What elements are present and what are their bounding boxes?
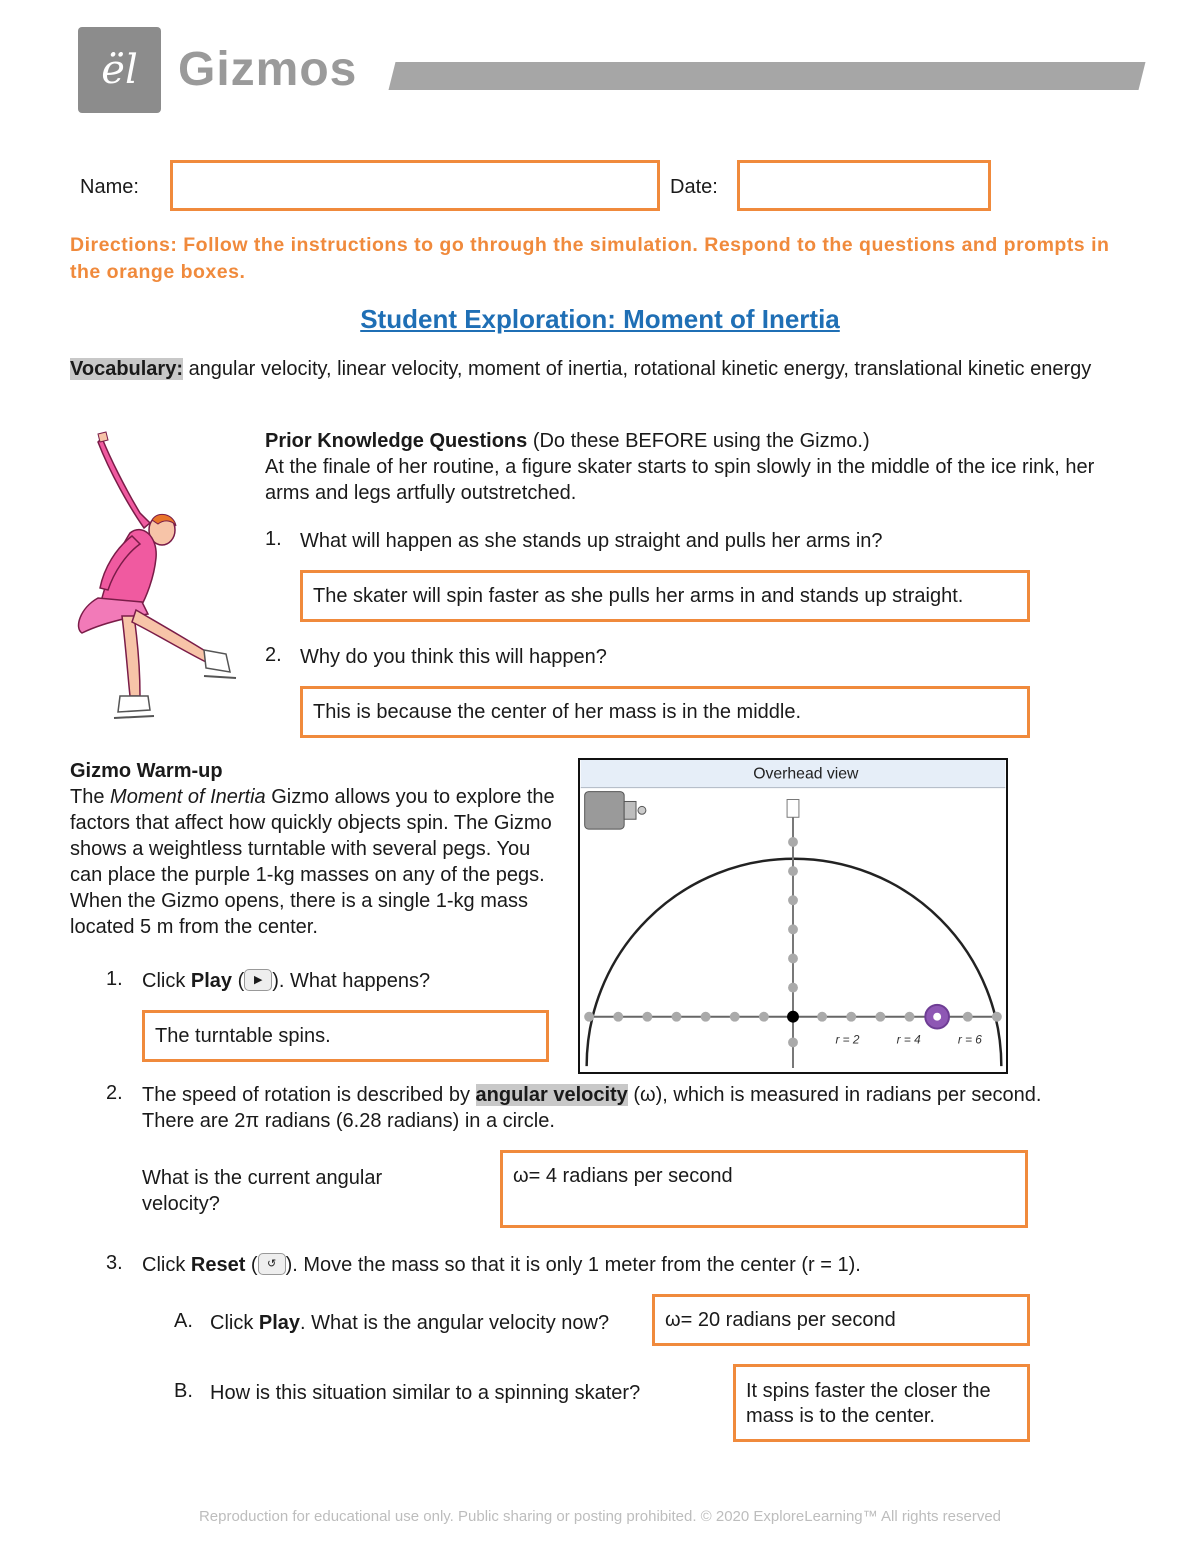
- center-pivot: [787, 1011, 799, 1023]
- peg: [613, 1012, 623, 1022]
- peg: [584, 1012, 594, 1022]
- warmup-qB-letter: B.: [174, 1380, 193, 1402]
- warmup-q2-subquestion: What is the current angular velocity?: [142, 1167, 383, 1215]
- peg: [875, 1012, 885, 1022]
- warmup-gizmo-name: Moment of Inertia: [110, 786, 266, 808]
- prior-knowledge-intro: [265, 428, 1135, 506]
- warmup-q3-number: 3.: [106, 1252, 123, 1274]
- warmup-q2-answer: ω= 4 radians per second: [513, 1165, 733, 1187]
- prior-knowledge-note: (Do these BEFORE using the Gizmo.): [532, 430, 870, 452]
- warmup-q1-answer: The turntable spins.: [155, 1025, 331, 1047]
- peg: [701, 1012, 711, 1022]
- warmup-intro-text: Gizmo allows you to explore the factors that affect how quickly objects spin. The Gizmo shows a weightless turntable with several pegs. You can place the purple 1-kg masses on any of the pegs. When the Gizmo opens, there is a single 1-kg mass located 5 m from the center.: [70, 786, 555, 938]
- date-field[interactable]: [737, 160, 991, 211]
- peg: [788, 954, 798, 964]
- q1-prefix: Click: [142, 970, 191, 992]
- peg: [817, 1012, 827, 1022]
- canister-valve: [638, 806, 646, 814]
- q2-line2: There are 2π radians (6.28 radians) in a circle.: [142, 1110, 555, 1132]
- warmup-q1-answer-box[interactable]: [142, 1010, 549, 1062]
- copyright-footer: Reproduction for educational use only. Public sharing or posting prohibited. © 2020 ExploreLearning™ All rights reserved: [198, 1508, 1002, 1525]
- warmup-intro-pre: The: [70, 786, 111, 808]
- peg: [788, 983, 798, 993]
- peg: [992, 1012, 1002, 1022]
- prior-q2-answer: This is because the center of her mass is in the middle.: [313, 701, 802, 723]
- peg: [963, 1012, 973, 1022]
- prior-q1-text: What will happen as she stands up straight and pulls her arms in?: [300, 530, 883, 552]
- prior-q1-answer-box[interactable]: [300, 570, 1030, 622]
- vocabulary-section: [70, 356, 1130, 382]
- r6-label: r = 6: [957, 1032, 982, 1047]
- q1-suffix: ). What happens?: [272, 970, 431, 992]
- warmup-qA-answer-box[interactable]: [652, 1294, 1030, 1346]
- header-bar: [389, 62, 1146, 90]
- brand-name: Gizmos: [178, 43, 358, 96]
- name-label: Name:: [80, 176, 139, 198]
- warmup-qB-answer: It spins faster the closer the mass is to the center.: [746, 1380, 991, 1427]
- peg: [905, 1012, 915, 1022]
- reset-label: Reset: [190, 1254, 246, 1276]
- peg: [788, 924, 798, 934]
- logo-glyph: ël: [101, 47, 138, 93]
- peg: [672, 1012, 682, 1022]
- peg: [642, 1012, 652, 1022]
- qA-play-label: Play: [258, 1312, 301, 1334]
- play-label: Play: [190, 970, 233, 992]
- warmup-q1-number: 1.: [106, 968, 123, 990]
- r4-label: r = 4: [896, 1032, 921, 1047]
- peg: [788, 866, 798, 876]
- q2-middle: (ω), which is measured in radians per second.: [627, 1084, 1042, 1106]
- q3-suffix: ). Move the mass so that it is only 1 meter from the center (r = 1).: [285, 1254, 861, 1276]
- warmup-section: [70, 758, 562, 940]
- warmup-qA-letter: A.: [174, 1310, 193, 1332]
- warmup-qA-answer: ω= 20 radians per second: [665, 1309, 896, 1331]
- warmup-q3-text: Click Reset ( ↺ ). Move the mass so that it is only 1 meter from the center (r = 1).: [142, 1254, 861, 1276]
- peg: [788, 837, 798, 847]
- date-label: Date:: [670, 176, 718, 198]
- vocabulary-label: Vocabulary:: [70, 358, 183, 380]
- reset-button-icon: ↺: [258, 1253, 286, 1275]
- play-button-icon: ▶: [244, 969, 272, 991]
- top-peg-marker: [787, 799, 799, 817]
- vocabulary-terms: angular velocity, linear velocity, moment of inertia, rotational kinetic energy, translational kinetic energy: [188, 358, 1092, 380]
- warmup-q2-text: [142, 1082, 1132, 1134]
- prior-q1-number: 1.: [265, 528, 282, 550]
- page-title: Student Exploration: Moment of Inertia: [360, 304, 840, 334]
- q3-prefix: Click: [142, 1254, 191, 1276]
- peg: [730, 1012, 740, 1022]
- prior-knowledge-heading: Prior Knowledge Questions: [265, 430, 528, 452]
- explorelearning-logo: [78, 27, 161, 113]
- prior-q2-answer-box[interactable]: [300, 686, 1030, 738]
- warmup-qB-answer-box[interactable]: [733, 1364, 1030, 1442]
- overhead-view-title: Overhead view: [753, 765, 859, 783]
- peg: [788, 1037, 798, 1047]
- warmup-q2-answer-box[interactable]: [500, 1150, 1028, 1228]
- r2-label: r = 2: [835, 1032, 860, 1047]
- mass-peg-hole: [933, 1013, 941, 1021]
- warmup-q2-number: 2.: [106, 1082, 123, 1104]
- prior-q1-answer: The skater will spin faster as she pulls her arms in and stands up straight.: [313, 585, 964, 607]
- peg: [846, 1012, 856, 1022]
- warmup-qA-text: [210, 1310, 609, 1336]
- prior-q2-number: 2.: [265, 644, 282, 666]
- qA-suffix: . What is the angular velocity now?: [300, 1312, 610, 1334]
- name-field[interactable]: [170, 160, 660, 211]
- directions-text: Directions: Follow the instructions to go through the simulation. Respond to the questions and prompts in the orange boxes.: [70, 234, 1110, 283]
- prior-knowledge-scenario: At the finale of her routine, a figure skater starts to spin slowly in the middle of the ice rink, her arms and legs artfully outstretched.: [265, 456, 1095, 504]
- peg: [788, 895, 798, 905]
- warmup-q1-text: Click Play ( ▶ ). What happens?: [142, 970, 431, 992]
- q2-prefix: The speed of rotation is described by: [142, 1084, 476, 1106]
- qA-prefix: Click: [210, 1312, 259, 1334]
- overhead-view-gizmo: [578, 758, 1008, 1074]
- angular-velocity-term: angular velocity: [475, 1084, 628, 1106]
- canister-nozzle: [624, 801, 636, 819]
- peg: [759, 1012, 769, 1022]
- canister: [585, 792, 624, 830]
- figure-skater-image: [70, 428, 240, 728]
- warmup-qB-text: How is this situation similar to a spinning skater?: [210, 1382, 641, 1404]
- warmup-heading: Gizmo Warm-up: [70, 760, 223, 782]
- prior-q2-text: Why do you think this will happen?: [300, 646, 607, 668]
